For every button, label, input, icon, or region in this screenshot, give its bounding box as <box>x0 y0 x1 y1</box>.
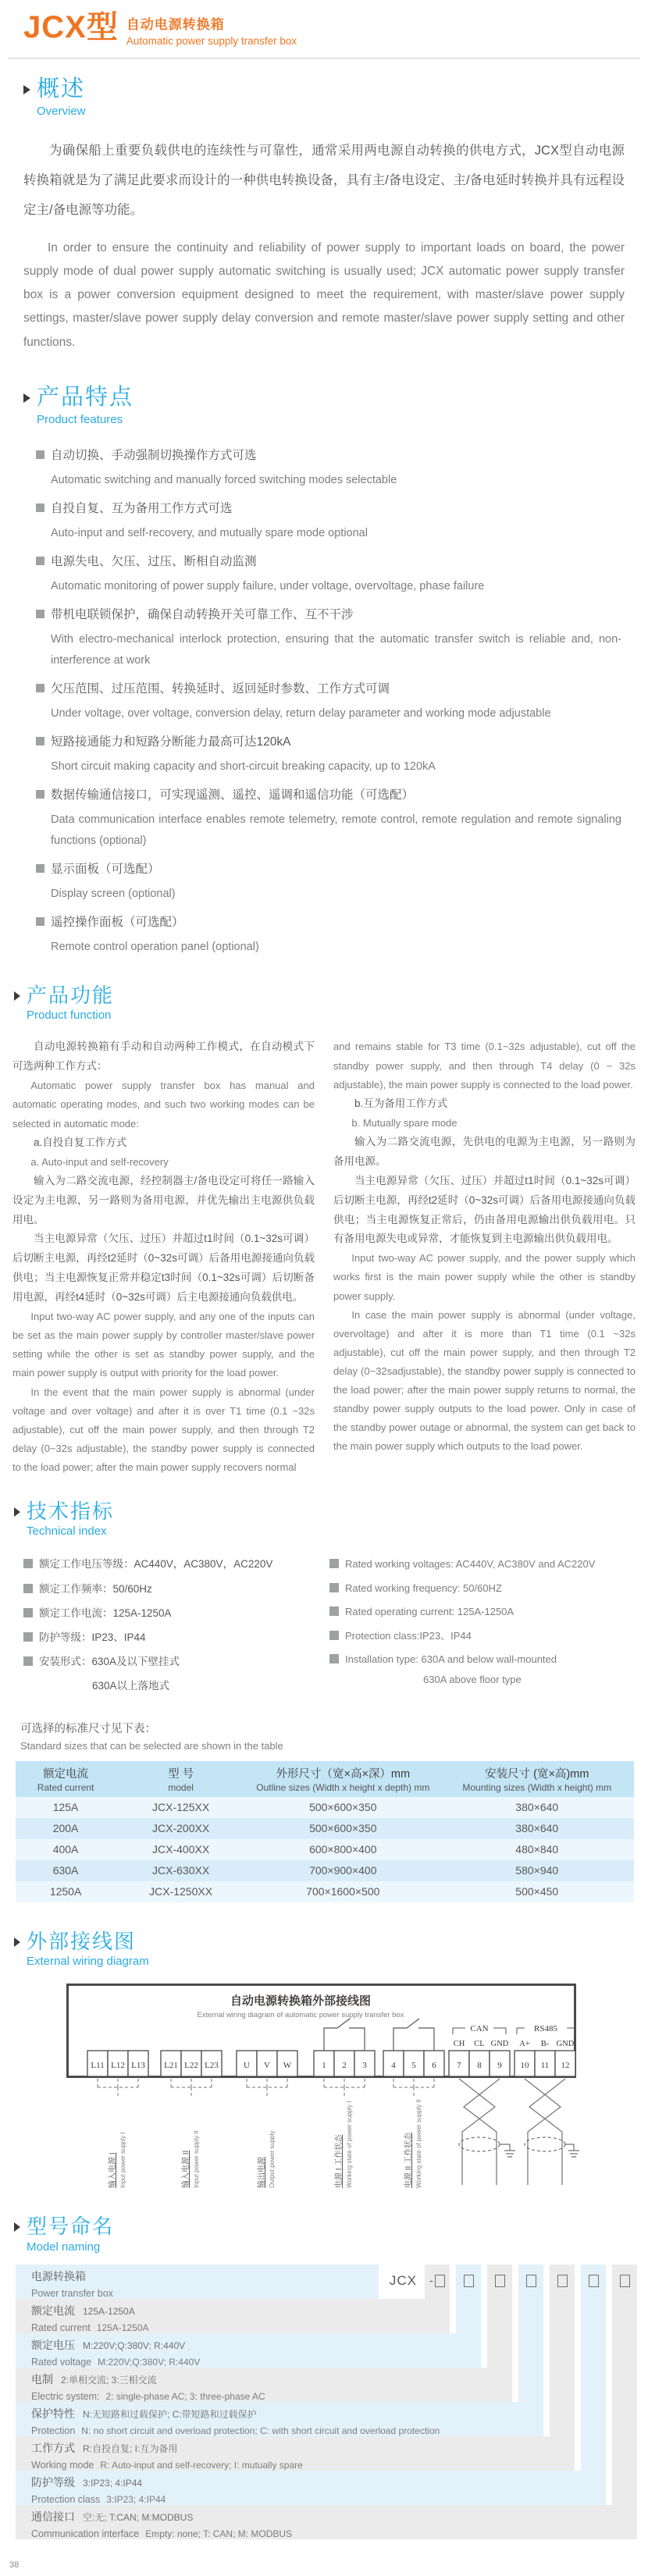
square-bullet-icon <box>23 1656 33 1666</box>
column-header-zh: 型 号 <box>168 1767 194 1781</box>
overview-heading-en: Overview <box>37 104 86 118</box>
feature-item <box>36 553 626 597</box>
terminal-label: L12 <box>111 2061 125 2071</box>
feature-zh: 欠压范围、过压范围、转换延时、返回延时参数、工作方式可调 <box>51 681 390 696</box>
terminal-label: L23 <box>205 2061 219 2071</box>
shield-ellipse <box>525 2137 565 2151</box>
square-bullet-icon <box>36 864 45 873</box>
table-cell: JCX-125XX <box>116 1797 246 1818</box>
naming-detail-zh: R:自投自复; I:互为备用 <box>83 2443 178 2454</box>
square-bullet-icon <box>36 917 45 926</box>
naming-heading-en: Model naming <box>27 2240 101 2254</box>
column-header-en: model <box>168 1781 194 1793</box>
function-paragraph: a.自投自复工作方式 <box>34 1136 127 1148</box>
product-model-title: JCX型 <box>23 10 119 44</box>
square-bullet-icon <box>36 557 45 565</box>
product-title-en: Automatic power supply transfer box <box>126 35 297 47</box>
technical-item: 额定工作电压等级：AC440V，AC380V，AC220V <box>39 1558 273 1571</box>
group-lead <box>247 2079 287 2098</box>
terminal-label: 12 <box>561 2061 570 2071</box>
table-row <box>16 1797 634 1818</box>
wiring-diagram-svg <box>66 1984 582 2191</box>
naming-detail-en: 125A-1250A <box>96 2322 149 2333</box>
function-paragraph: 输入为二路交流电源，先供电的电源为主电源，另一路则为备用电源。 <box>333 1135 636 1167</box>
section-arrow-icon <box>23 393 30 403</box>
group-lead <box>98 2079 138 2098</box>
feature-zh: 带机电联锁保护，确保自动转换开关可靠工作、互不干涉 <box>51 607 354 621</box>
technical-left-column <box>23 1557 329 1700</box>
technical-item: Rated working frequency: 50/60HZ <box>345 1582 502 1594</box>
terminal-strip <box>87 2051 575 2076</box>
pin-label: CL <box>474 2040 485 2049</box>
technical-item: Rated working voltages: AC440V, AC380V and AC220V <box>345 1558 596 1571</box>
ground-icon <box>500 2144 515 2157</box>
group-label-zh: 输入电源 II <box>182 2150 190 2189</box>
naming-detail-en: 3:IP23; 4:IP44 <box>106 2493 166 2505</box>
group-label-en: Output power supply <box>269 2130 276 2189</box>
feature-item <box>36 860 626 905</box>
code-placeholder-box <box>495 2275 505 2287</box>
naming-detail-en: M:220V;Q:380V; R:440V <box>98 2356 201 2368</box>
naming-label-zh: 保护特性 <box>31 2407 75 2420</box>
table-cell: JCX-200XX <box>116 1818 246 1839</box>
product-title-zh: 自动电源转换箱 <box>126 17 225 32</box>
function-paragraph: a. Auto-input and self-recovery <box>30 1155 169 1168</box>
naming-label-en: Rated voltage <box>31 2356 92 2368</box>
naming-row <box>16 2333 481 2368</box>
table-cell: 200A <box>16 1818 116 1839</box>
column-header-en: Outline sizes (Width x height x depth) mm <box>256 1781 430 1793</box>
group-label-zh: 输入电源 I <box>109 2152 117 2189</box>
model-naming-ladder <box>16 2265 640 2539</box>
function-paragraph: In the event that the main power supply is abnormal (under voltage and over voltage) and after it is over T1 time (0.1 ~32s adjustable), cut off the main power supply, and then through T2 delay (0~32s adjustable), the standby power supply is connected to the load power; after the main power supply recovers normal <box>12 1386 315 1473</box>
naming-detail-zh: N:无短路和过载保护; C:带短路和过载保护 <box>83 2408 257 2420</box>
feature-zh: 电源失电、欠压、过压、断相自动监测 <box>51 554 257 568</box>
function-heading-en: Product function <box>27 1009 112 1023</box>
table-cell: JCX-400XX <box>116 1839 246 1860</box>
square-bullet-icon <box>329 1559 339 1568</box>
function-left-column <box>12 1037 315 1476</box>
technical-right-column <box>329 1557 626 1700</box>
naming-label-zh: 额定电压 <box>31 2338 75 2351</box>
naming-label-zh: 电源转换箱 <box>31 2269 86 2282</box>
table-cell: 500×600×350 <box>246 1797 440 1818</box>
square-bullet-icon <box>23 1608 33 1617</box>
features-heading-en: Product features <box>37 412 123 426</box>
function-paragraph: and remains stable for T3 time (0.1~32s adjustable), cut off the standby power supply, and then through T4 delay (0 ~ 32s adjustable), the main power supply is connected to the load power. <box>333 1041 636 1091</box>
section-arrow-icon <box>14 1937 20 1947</box>
square-bullet-icon <box>23 1584 33 1593</box>
square-bullet-icon <box>329 1606 339 1616</box>
rs485-bracket <box>567 2028 575 2034</box>
naming-label-en: Working mode <box>31 2459 94 2471</box>
overview-paragraph-en: In order to ensure the continuity and reliability of power supply to important loads on board, the power supply mode of dual power supply automatic switching is usually used; JCX automatic power supply transfer box is a power conversion equipment designed to meet the requirement, with master/slave power supply settings, master/slave power supply delay conversion and remote master/slave power supply setting and other functions. <box>23 240 625 349</box>
square-bullet-icon <box>36 684 45 692</box>
terminal-label: 4 <box>391 2061 396 2071</box>
feature-item <box>36 500 626 544</box>
technical-item: 额定工作频率：50/60Hz <box>39 1582 152 1595</box>
model-code-prefix: JCX <box>389 2272 417 2288</box>
section-function-heading <box>14 984 648 1023</box>
technical-item-continued: 630A above floor type <box>423 1673 522 1685</box>
twisted-pair-wire <box>459 2079 495 2185</box>
function-paragraph: 当主电源异常（欠压、过压）并超过t1时间（0.1~32s可调）后切断主电源，再经t2延时（0~32s可调）后备用电源接通向负载供电；当主电源恢复正常并稳定t3时间（0.1~32s可调）后切断备用电源，再经t4延时（0~32s可调）后主电源接通向负载供电。 <box>12 1233 315 1304</box>
pin-label: CH <box>453 2040 465 2049</box>
ground-icon <box>565 2144 579 2157</box>
feature-en: Display screen (optional) <box>51 888 176 900</box>
function-paragraph: In case the main power supply is abnormal (under voltage, overvoltage) and after it is more than T1 time (0.1 ~32s adjustable), cut off the main power supply, and then through T2 delay (0~32sadjustable), the standby power supply is connected to the load power; after the main power supply returns to normal, the standby power supply outputs to the load power. Only in case of the standby power outage or abnormal, the system can get back to the main power supply which outputs to the load power. <box>333 1308 636 1452</box>
table-cell: 125A <box>16 1797 116 1818</box>
technical-heading-zh: 技术指标 <box>27 1499 115 1523</box>
table-header-row <box>16 1761 634 1797</box>
table-cell: 600×800×400 <box>246 1839 440 1860</box>
section-features-heading <box>23 386 648 426</box>
features-heading-zh: 产品特点 <box>37 384 134 410</box>
table-cell: 380×640 <box>440 1797 634 1818</box>
diagram-title-zh: 自动电源转换箱外部接线图 <box>230 1995 372 2008</box>
twisted-pair-wire <box>464 2079 500 2185</box>
wiring-diagram <box>66 1984 582 2195</box>
naming-row <box>16 2368 512 2402</box>
section-naming-heading <box>14 2215 648 2254</box>
shield-ellipse <box>459 2137 500 2151</box>
terminal-label: 5 <box>411 2061 416 2071</box>
can-bracket <box>493 2028 506 2034</box>
naming-detail-zh: 空:无; T:CAN; M:MODBUS <box>83 2511 194 2523</box>
group-label-en: Input power supply II <box>193 2130 200 2189</box>
switch-contact-icon <box>393 2019 434 2051</box>
table-row <box>16 1881 634 1902</box>
standard-sizes-table <box>16 1761 634 1902</box>
pin-label: GND <box>490 2040 509 2049</box>
naming-detail-zh: 125A-1250A <box>83 2305 135 2317</box>
bus-label-rs485: RS485 <box>534 2024 557 2034</box>
naming-row <box>16 2436 575 2471</box>
table-cell: 580×940 <box>440 1860 634 1881</box>
terminal-label: L22 <box>184 2061 198 2071</box>
feature-item <box>36 733 626 777</box>
column-header-zh: 安装尺寸 (宽×高)mm <box>485 1767 589 1781</box>
feature-en: Remote control operation panel (optional) <box>51 941 259 954</box>
section-arrow-icon <box>14 1507 20 1517</box>
wiring-heading-zh: 外部接线图 <box>27 1929 137 1953</box>
column-header-zh: 外形尺寸（宽×高×深）mm <box>276 1767 411 1781</box>
function-paragraph: Input two-way AC power supply, and the power supply which works first is the main power supply while the other is standby power supply. <box>333 1252 636 1302</box>
code-separator: - <box>429 2273 433 2286</box>
bus-label-can: CAN <box>470 2024 489 2034</box>
code-placeholder-box <box>620 2275 630 2287</box>
function-paragraph: 自动电源转换箱有手动和自动两种工作模式，在自动模式下可选两种工作方式： <box>12 1041 315 1073</box>
rs485-bracket <box>517 2028 525 2034</box>
terminal-label: U <box>244 2061 250 2071</box>
terminal-label: 3 <box>362 2061 367 2071</box>
page-number: 38 <box>9 2560 20 2570</box>
wiring-heading-en: External wiring diagram <box>27 1955 149 1969</box>
group-leads <box>98 2079 434 2098</box>
section-arrow-icon <box>23 85 30 94</box>
table-cell: 380×640 <box>440 1818 634 1839</box>
section-arrow-icon <box>14 991 20 1001</box>
feature-zh: 自动切换、手动强制切换操作方式可选 <box>51 448 257 462</box>
naming-detail-zh: 2:单相交流; 3:三相交流 <box>61 2374 157 2386</box>
naming-detail-zh: 3:IP23; 4:IP44 <box>83 2477 143 2489</box>
table-cell: 1250A <box>16 1881 116 1902</box>
code-placeholder-box <box>464 2275 474 2287</box>
feature-zh: 遥控操作面板（可选配） <box>51 915 184 929</box>
terminal-label: 1 <box>322 2061 326 2071</box>
feature-en: Data communication interface enables remote telemetry, remote control, remote regulation and remote signaling functions (optional) <box>51 813 621 847</box>
square-bullet-icon <box>23 1632 33 1642</box>
code-placeholder-box <box>435 2275 445 2287</box>
feature-item <box>36 786 626 852</box>
technical-item: Rated operating current: 125A-1250A <box>345 1606 514 1618</box>
naming-detail-en: Empty: none; T: CAN; M: MODBUS <box>145 2528 293 2539</box>
feature-en: Automatic switching and manually forced switching modes selectable <box>51 473 397 486</box>
group-label-zh: 输出电源 <box>258 2157 266 2189</box>
technical-columns <box>23 1557 648 1700</box>
technical-item-continued: 630A以上落地式 <box>92 1679 170 1692</box>
naming-row <box>16 2402 543 2436</box>
technical-item: Installation type: 630A and below wall-mounted <box>345 1653 557 1666</box>
twisted-pair-wire <box>525 2079 561 2185</box>
table-cell: 630A <box>16 1860 116 1881</box>
terminal-label: L21 <box>164 2061 178 2071</box>
features-list <box>36 447 626 958</box>
table-cell: 700×900×400 <box>246 1860 440 1881</box>
section-wiring-heading <box>14 1930 648 1969</box>
terminal-label: 2 <box>342 2061 347 2071</box>
table-row <box>16 1860 634 1881</box>
technical-item: 额定工作电流：125A-1250A <box>39 1606 172 1619</box>
feature-item <box>36 913 626 958</box>
naming-heading-zh: 型号命名 <box>27 2215 115 2239</box>
technical-item: 防护等级：IP23、IP44 <box>39 1631 146 1644</box>
table-cell: 700×1600×500 <box>246 1881 440 1902</box>
naming-label-en: Protection <box>31 2425 76 2436</box>
feature-item <box>36 447 626 491</box>
square-bullet-icon <box>36 790 45 799</box>
terminal-label: V <box>264 2061 270 2071</box>
naming-row <box>16 2471 606 2505</box>
group-lead <box>324 2079 365 2098</box>
column-header-zh: 额定电流 <box>43 1767 89 1781</box>
naming-row <box>16 2299 450 2333</box>
table-cell: JCX-630XX <box>116 1860 246 1881</box>
technical-item: 安装形式：630A及以下壁挂式 <box>39 1656 180 1668</box>
header-divider <box>8 58 640 59</box>
terminal-label: W <box>283 2061 292 2071</box>
table-cell: 480×840 <box>440 1839 634 1860</box>
pin-label: GND <box>556 2040 575 2049</box>
page-header <box>0 0 648 47</box>
group-label-en: Working state of power supply II <box>415 2099 422 2189</box>
terminal-label: 7 <box>457 2061 461 2071</box>
square-bullet-icon <box>36 610 45 618</box>
function-paragraph: 当主电源异常（欠压、过压）并超过t1时间（0.1~32s可调）后切断主电源，再经t2延时（0~32s可调）后备用电源接通向负载供电；当主电源恢复正常后，仍由备用电源输出供负载用电。只有备用电源失电或异常，才能恢复到主电源输出供负载用电。 <box>333 1174 636 1245</box>
naming-detail-en: 2: single-phase AC; 3: three-phase AC <box>105 2390 265 2402</box>
naming-row <box>16 2505 637 2539</box>
function-columns <box>12 1037 636 1476</box>
diagram-title-en: External wiring diagram of automatic power supply transfer box <box>197 2011 404 2020</box>
naming-label-en: Rated current <box>31 2322 91 2333</box>
naming-label-en: Electric system: <box>31 2390 100 2402</box>
technical-heading-en: Technical index <box>27 1525 107 1539</box>
feature-zh: 自投自复、互为备用工作方式可选 <box>51 501 233 515</box>
function-paragraph: b. Mutually spare mode <box>351 1116 458 1129</box>
twisted-pair-icon <box>459 2079 515 2185</box>
code-column <box>550 2265 575 2436</box>
column-header-en: Rated current <box>37 1781 94 1793</box>
terminal-label: 10 <box>520 2061 529 2071</box>
code-column <box>456 2265 481 2333</box>
code-placeholder-box <box>526 2275 536 2287</box>
table-cell: 500×600×350 <box>246 1818 440 1839</box>
code-column <box>612 2265 637 2505</box>
feature-zh: 数据传输通信接口，可实现遥测、遥控、遥调和遥信功能（可选配） <box>51 788 415 802</box>
feature-item <box>36 606 626 671</box>
function-right-column <box>333 1037 636 1476</box>
naming-detail-zh: M:220V;Q:380V; R:440V <box>83 2339 186 2351</box>
terminal-label: 8 <box>477 2061 482 2071</box>
square-bullet-icon <box>329 1654 339 1663</box>
naming-label-en: Power transfer box <box>31 2287 113 2299</box>
table-cell: 500×450 <box>440 1881 634 1902</box>
feature-en: With electro-mechanical interlock protection, ensuring that the automatic transfer switch is reliable and, non-interference at work <box>51 633 621 667</box>
overview-paragraph-zh: 为确保船上重要负载供电的连续性与可靠性，通常采用两电源自动转换的供电方式，JCX型自动电源转换箱就是为了满足此要求而设计的一种供电转换设备，具有主/备电设定、主/备电延时转换并具有远程设定主/备电源等功能。 <box>23 143 625 217</box>
function-paragraph: Automatic power supply transfer box has manual and automatic operating modes, and such two working modes can be selected in automatic mode: <box>12 1080 315 1130</box>
code-placeholder-box <box>557 2275 568 2287</box>
group-label-en: Working state of power supply I <box>346 2101 353 2189</box>
feature-en: Under voltage, over voltage, conversion delay, return delay parameter and working mode adjustable <box>51 707 551 720</box>
square-bullet-icon <box>329 1631 339 1640</box>
naming-label-en: Communication interface <box>31 2528 140 2539</box>
terminal-label: 6 <box>432 2061 436 2071</box>
naming-label-zh: 防护等级 <box>31 2475 75 2489</box>
table-row <box>16 1839 634 1860</box>
naming-label-en: Protection class <box>31 2493 101 2505</box>
terminal-label: L13 <box>131 2061 145 2071</box>
group-label-zh: 电源 II 工作状态 <box>404 2133 413 2189</box>
square-bullet-icon <box>36 737 45 745</box>
naming-label-zh: 电制 <box>31 2372 53 2386</box>
column-header-en: Mounting sizes (Width x height) mm <box>462 1781 612 1793</box>
naming-label-zh: 工作方式 <box>31 2441 75 2454</box>
feature-en: Short circuit making capacity and short-circuit breaking capacity, up to 120kA <box>51 760 436 774</box>
feature-item <box>36 680 626 724</box>
code-column <box>581 2265 606 2471</box>
square-bullet-icon <box>36 450 45 459</box>
pin-label: A+ <box>519 2040 530 2049</box>
function-paragraph: 输入为二路交流电源，经控制器主/备电设定可将任一路输入设定为主电源，另一路则为备用电源，并优先输出主电源供负载用电。 <box>12 1174 315 1226</box>
terminal-label: 9 <box>497 2061 502 2071</box>
code-column <box>487 2265 512 2368</box>
code-column <box>518 2265 543 2402</box>
twisted-pair-wire <box>529 2079 565 2185</box>
technical-item: Protection class:IP23、IP44 <box>345 1629 472 1642</box>
naming-label-zh: 额定电流 <box>31 2304 75 2317</box>
feature-en: Automatic monitoring of power supply failure, under voltage, overvoltage, phase failure <box>51 580 485 593</box>
naming-label-zh: 通信接口 <box>31 2510 75 2523</box>
function-paragraph: Input two-way AC power supply, and any one of the inputs can be set as the main power supply by controller master/slave power setting while the other is set as standby power supply, and the main power supply is output with priority for the load power. <box>12 1311 315 1379</box>
twisted-pair-icon <box>525 2079 579 2185</box>
terminal-label: 11 <box>540 2061 550 2071</box>
table-cell: 400A <box>16 1839 116 1860</box>
section-arrow-icon <box>14 2222 20 2232</box>
code-column <box>425 2265 450 2299</box>
terminal-label: L11 <box>91 2061 105 2071</box>
sizes-intro-zh: 可选择的标准尺寸见下表： <box>20 1722 156 1735</box>
pin-label: B- <box>540 2040 550 2049</box>
section-technical-heading <box>14 1500 648 1539</box>
code-placeholder-box <box>589 2275 599 2287</box>
overview-heading-zh: 概述 <box>37 76 86 101</box>
feature-zh: 显示面板（可选配） <box>51 862 160 876</box>
switch-contact-icon <box>324 2019 365 2051</box>
feature-zh: 短路接通能力和短路分断能力最高可达120kA <box>51 735 291 749</box>
product-title-block <box>126 11 297 47</box>
feature-en: Auto-input and self-recovery, and mutually spare mode optional <box>51 527 368 539</box>
sizes-intro-en: Standard sizes that can be selected are shown in the table <box>20 1739 283 1752</box>
group-lead <box>171 2079 212 2098</box>
table-cell: JCX-1250XX <box>116 1881 246 1902</box>
square-bullet-icon <box>329 1583 339 1592</box>
function-heading-zh: 产品功能 <box>27 983 115 1007</box>
square-bullet-icon <box>23 1559 33 1568</box>
group-label-zh: 电源 I 工作状态 <box>335 2134 344 2189</box>
group-label-en: Input power supply I <box>119 2132 126 2189</box>
naming-detail-en: R: Auto-input and self-recovery; I: mutually spare <box>100 2459 303 2471</box>
function-paragraph: b.互为备用工作方式 <box>354 1097 448 1109</box>
square-bullet-icon <box>36 503 45 512</box>
group-lead <box>393 2079 434 2098</box>
naming-detail-en: N: no short circuit and overload protection; C: with short circuit and overload protection <box>81 2425 440 2436</box>
can-bracket <box>453 2028 465 2034</box>
table-row <box>16 1818 634 1839</box>
section-overview-heading <box>23 77 648 118</box>
